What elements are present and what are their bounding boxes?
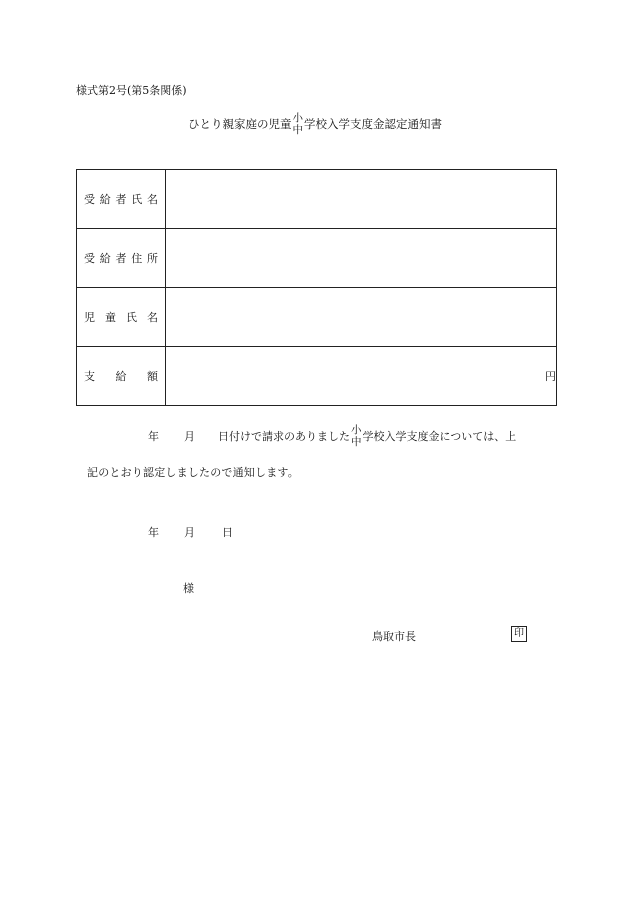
- row-label-child-name: [77, 288, 166, 347]
- notice-line1-rest: 学校入学支度金については、上: [362, 430, 517, 443]
- form-number: 様式第2号(第5条関係): [76, 84, 187, 97]
- label-char: 氏: [131, 193, 143, 206]
- table-row: [77, 229, 557, 288]
- label-char: 氏: [126, 311, 137, 324]
- document-title: [0, 112, 630, 136]
- label-char: 給: [115, 370, 127, 383]
- notice-paragraph-line1: [76, 424, 557, 448]
- label-char: 住: [131, 252, 143, 265]
- issue-year-label: 年: [148, 526, 159, 539]
- payment-amount-field[interactable]: [166, 347, 557, 406]
- notice-stack-bottom: 中: [351, 436, 362, 448]
- label-char: 給: [99, 252, 111, 265]
- title-suffix: 学校入学支度金認定通知書: [304, 117, 442, 131]
- row-label-recipient-address: [77, 229, 166, 288]
- label-char: 額: [147, 370, 158, 383]
- recipient-name-field[interactable]: [166, 170, 557, 229]
- seal-mark: 印: [511, 626, 527, 642]
- yen-unit: 円: [545, 370, 556, 383]
- label-char: 給: [99, 193, 111, 206]
- notice-stack-top: 小: [351, 424, 362, 436]
- title-stack-top: 小: [292, 112, 303, 124]
- label-char: 名: [147, 193, 158, 206]
- row-label-payment-amount: [77, 347, 166, 406]
- table-row: [77, 170, 557, 229]
- label-char: 支: [84, 370, 95, 383]
- notice-day-text: 日付けで請求のありました: [218, 430, 350, 443]
- label-char: 児: [84, 311, 95, 324]
- title-prefix: ひとり親家庭の児童: [188, 117, 292, 131]
- addressee-honorific: 様: [183, 582, 194, 595]
- issuer-name: 鳥取市長: [372, 630, 416, 643]
- table-row: [77, 288, 557, 347]
- recipient-table: [76, 169, 557, 406]
- row-label-recipient-name: [77, 170, 166, 229]
- child-name-field[interactable]: [166, 288, 557, 347]
- notice-month-label: 月: [184, 430, 195, 443]
- notice-paragraph-line2: 記のとおり認定しましたので通知します。: [87, 466, 299, 479]
- label-char: 名: [147, 311, 158, 324]
- notice-year-label: 年: [148, 430, 159, 443]
- issue-month-label: 月: [184, 526, 195, 539]
- notice-school-type-stack: [351, 424, 362, 448]
- table-row: [77, 347, 557, 406]
- label-char: 受: [84, 193, 95, 206]
- issue-day-label: 日: [222, 526, 233, 539]
- issue-date: [148, 524, 233, 540]
- label-char: 者: [115, 193, 127, 206]
- title-school-type-stack: [293, 112, 304, 136]
- label-char: 受: [84, 252, 95, 265]
- label-char: 童: [105, 311, 116, 324]
- title-stack-bottom: 中: [292, 124, 303, 136]
- label-char: 者: [115, 252, 127, 265]
- label-char: 所: [147, 252, 158, 265]
- recipient-address-field[interactable]: [166, 229, 557, 288]
